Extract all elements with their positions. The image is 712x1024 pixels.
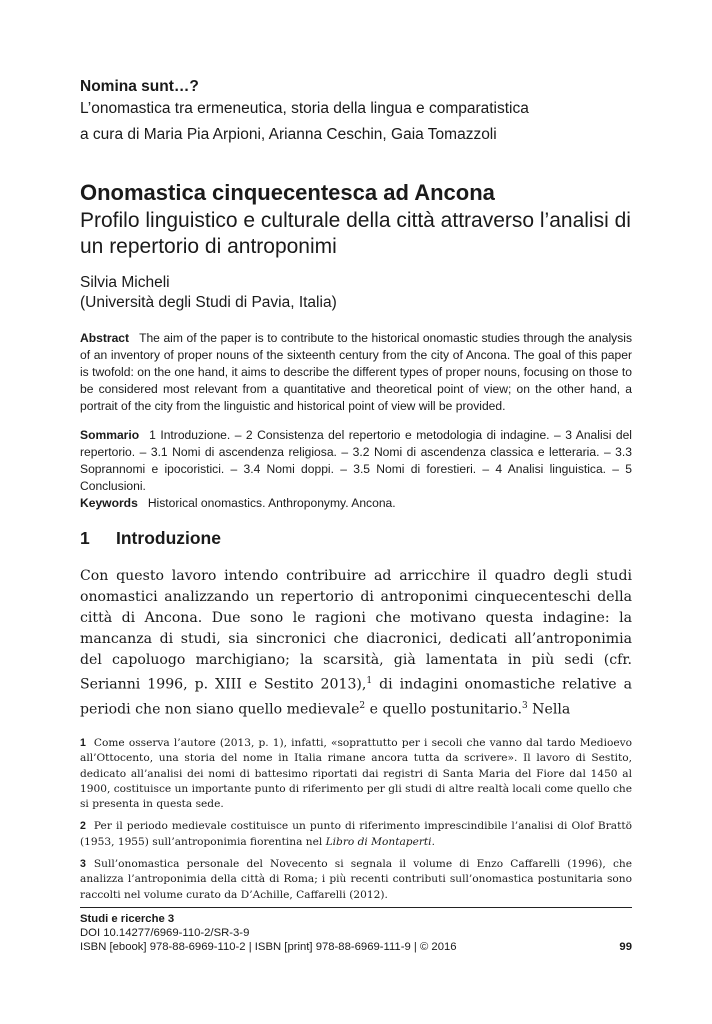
footer-isbn: ISBN [ebook] 978-88-6969-110-2 | ISBN [print] 978-88-6969-111-9 | © 2016 xyxy=(80,941,457,953)
keywords xyxy=(80,495,396,512)
footer-divider xyxy=(80,907,632,908)
page-number: 99 xyxy=(619,941,632,953)
body-text-part4: Nella xyxy=(527,701,571,718)
sommario xyxy=(80,427,632,495)
page-footer xyxy=(80,912,632,954)
section-heading xyxy=(80,528,221,549)
body-text-part2: di indagini onomastiche relative a periodi che non siano quello medievale xyxy=(80,676,632,718)
body-text-part1: Con questo lavoro intendo contribuire ad arricchire il quadro degli studi onomastici analizzando un repertorio di antroponimi cinquecenteschi della città di Ancona. Due sono le ragioni che motivano questa indagine: la mancanza di studi, sia sincronici che diacronici, dedicati all’antroponimia del capoluogo marchigiano; la scarsità, già lamentata in più sedi (cfr. Serianni 1996, p. XIII e Sestito 2013), xyxy=(80,568,632,693)
footnote-text: Come osserva l’autore (2013, p. 1), infatti, «soprattutto per i secoli che vanno dal tardo Medioevo all’Ottocento, una storia del nome in Italia rimane ancora tutta da scrivere». Il lavoro di Sestito, dedicato all’analisi dei nomi di battesimo riportati dai registri di Santa Maria del Fiore dal 1450 al 1900, costituisce un importante punto di riferimento per gli studi di altre realtà locali come quello che si presenta in questa sede. xyxy=(80,737,632,811)
section-title: Introduzione xyxy=(116,528,221,548)
footnote-2 xyxy=(80,819,632,850)
footnote-ref-3[interactable]: 3 xyxy=(521,700,528,711)
footnote-text-end: . xyxy=(431,835,435,848)
editors: a cura di Maria Pia Arpioni, Arianna Ceschin, Gaia Tomazzoli xyxy=(80,126,497,143)
article-subtitle: Profilo linguistico e culturale della città attraverso l’analisi di un repertorio di antroponimi xyxy=(80,209,631,258)
footnote-number: 3 xyxy=(80,858,86,871)
footnote-number: 1 xyxy=(80,737,86,749)
article-title: Onomastica cinquecentesca ad Ancona xyxy=(80,180,495,205)
body-paragraph xyxy=(80,566,632,720)
author-name: Silvia Micheli xyxy=(80,274,170,291)
keywords-text: Historical onomastics. Anthroponymy. Ancona. xyxy=(147,496,396,510)
series-subtitle: L’onomastica tra ermeneutica, storia della lingua e comparatistica xyxy=(80,100,529,117)
footnote-number: 2 xyxy=(80,820,86,833)
footer-doi: DOI 10.14277/6969-110-2/SR-3-9 xyxy=(80,927,250,939)
abstract xyxy=(80,330,632,415)
footnote-ref-2[interactable]: 2 xyxy=(359,700,366,711)
footnotes xyxy=(80,736,632,910)
body-text-part3: e quello postunitario. xyxy=(365,701,522,718)
footnote-text: Per il periodo medievale costituisce un punto di riferimento imprescindibile l’analisi di Olof Brattö (1953, 1955) sull’antroponimia fiorentina nel xyxy=(80,820,632,848)
author-affiliation: (Università degli Studi di Pavia, Italia) xyxy=(80,294,337,311)
sommario-label: Sommario xyxy=(80,428,140,442)
footnote-ref-1[interactable]: 1 xyxy=(366,676,373,686)
footnote-italic-title: Libro di Montaperti xyxy=(325,835,432,848)
keywords-label: Keywords xyxy=(80,496,138,510)
abstract-label: Abstract xyxy=(80,331,130,345)
footnote-text: Sull’onomastica personale del Novecento si segnala il volume di Enzo Caffarelli (1996), che analizza l’antroponimia della città di Roma; i più recenti contributi sull’onomastica postunitaria sono raccolti nel volume curato da D’Achille, Caffarelli (2012). xyxy=(80,858,632,901)
abstract-text: The aim of the paper is to contribute to the historical onomastic studies through the analysis of an inventory of proper nouns of the sixteenth century from the city of Ancona. The goal of this paper is twofold: on the one hand, it aims to describe the different types of proper nouns, focusing on those to be considered most relevant from a quantitative and theoretical point of view; on the other hand, a portrait of the city from the linguistic and historical point of view will be provided. xyxy=(80,331,632,413)
footnote-1 xyxy=(80,736,632,812)
footer-series: Studi e ricerche 3 xyxy=(80,913,175,925)
section-number: 1 xyxy=(80,528,90,548)
sommario-text: 1 Introduzione. – 2 Consistenza del repertorio e metodologia di indagine. – 3 Analisi del repertorio. – 3.1 Nomi di ascendenza religiosa. – 3.2 Nomi di ascendenza classica e letteraria. – 3.3 Soprannomi e ipocoristici. – 3.4 Nomi doppi. – 3.5 Nomi di forestieri. – 4 Analisi linguistica. – 5 Conclusioni. xyxy=(80,428,632,493)
footnote-3 xyxy=(80,857,632,903)
series-title: Nomina sunt…? xyxy=(80,78,199,95)
